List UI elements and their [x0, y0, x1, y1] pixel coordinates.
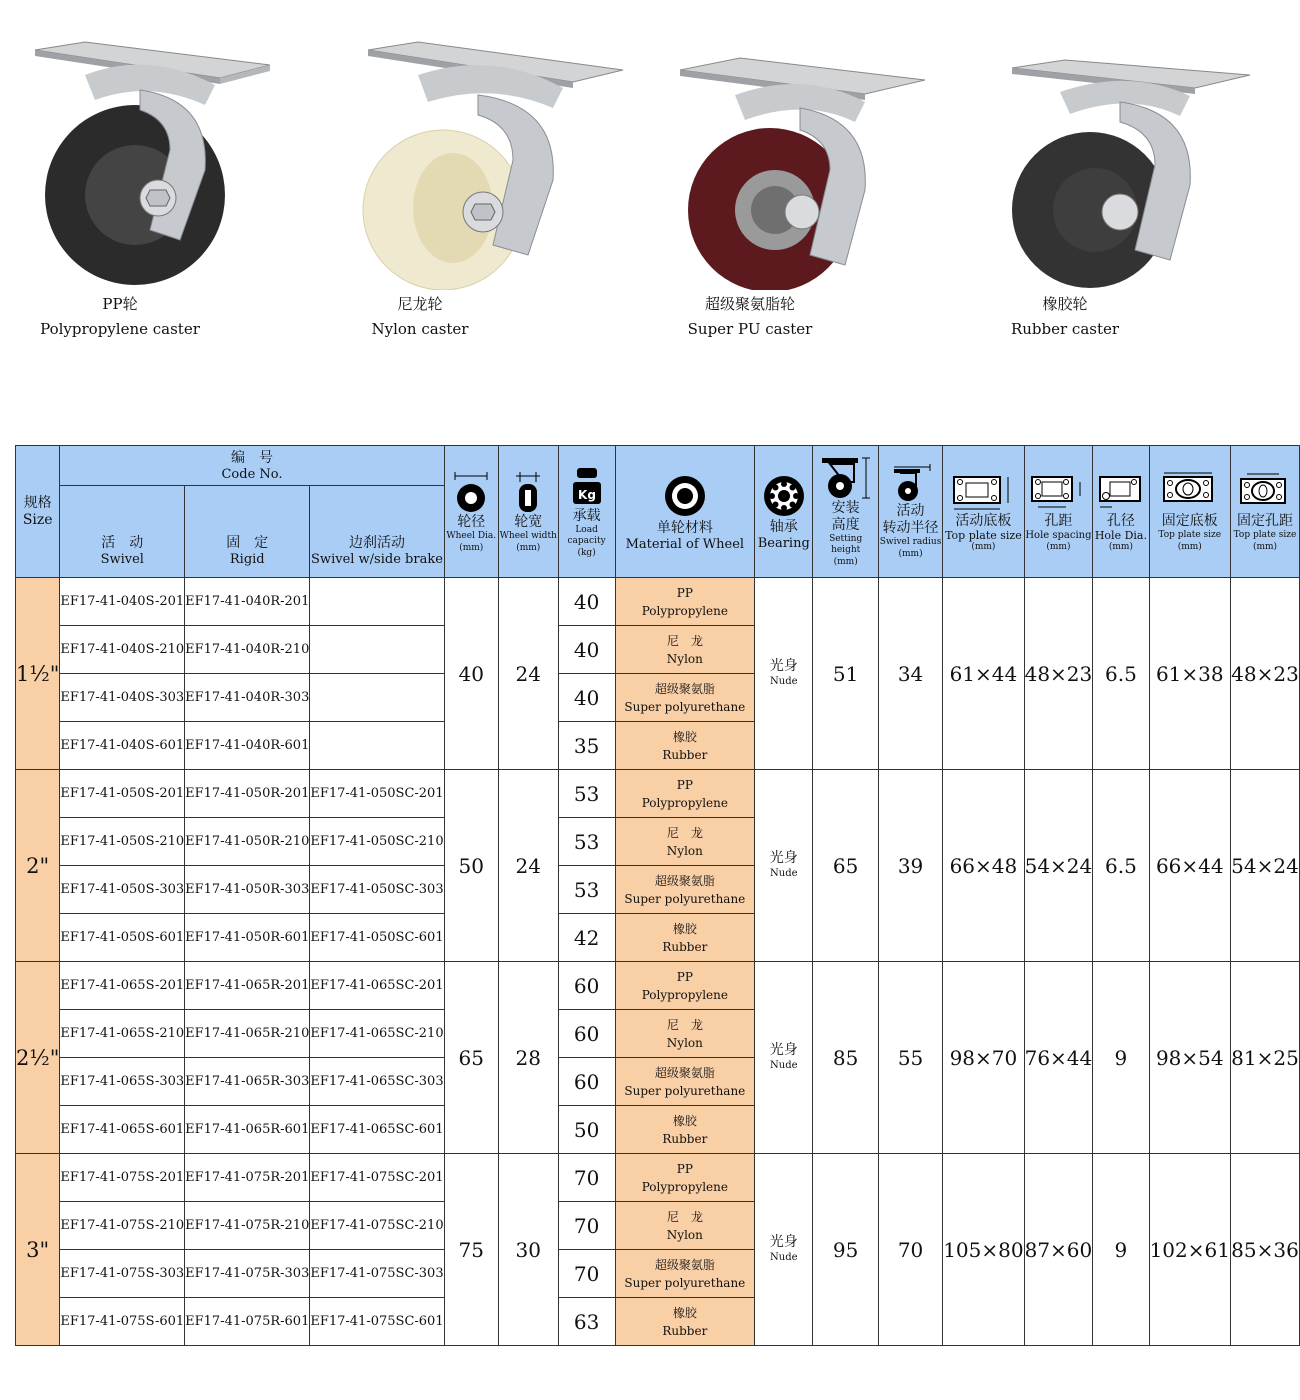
hole-header-cn: 孔径 [1106, 512, 1135, 529]
load-value: 40 [558, 674, 615, 722]
material-cell [615, 578, 755, 626]
plate-header-unit: (mm) [971, 541, 996, 552]
material-en: Rubber [662, 939, 708, 954]
caster-pu-caption [630, 292, 870, 342]
hole-spacing-value: 76×44 [1024, 962, 1093, 1154]
hole-header-en: Hole Dia. [1094, 528, 1147, 542]
width-header [498, 446, 558, 578]
height-header-unit: (mm) [833, 556, 858, 567]
material-header-cn: 单轮材料 [656, 519, 713, 536]
rigid-code: EF17-41-050R-601 [185, 914, 310, 962]
rigid-code: EF17-41-050R-210 [185, 818, 310, 866]
caster-rubber [1010, 30, 1270, 350]
material-cn: 尼 龙 [666, 1209, 703, 1224]
material-en: Rubber [662, 1131, 708, 1146]
material-cn: 尼 龙 [666, 633, 703, 648]
load-value: 53 [558, 818, 615, 866]
caster-nylon-en: Nylon caster [371, 320, 469, 338]
caster-pu [680, 30, 940, 350]
swivel-code: EF17-41-075S-303 [60, 1250, 185, 1298]
brake-code: EF17-41-050SC-601 [310, 914, 444, 962]
caster-nylon-caption [300, 292, 540, 342]
brake-header [310, 486, 444, 578]
load-value: 53 [558, 866, 615, 914]
rigid-plate-icon [1160, 471, 1220, 513]
rigid-spacing-icon [1237, 471, 1293, 513]
hole-header-unit: (mm) [1108, 541, 1133, 552]
caster-pp-caption [0, 292, 240, 342]
caster-pp-cn: PP轮 [102, 295, 138, 313]
material-en: Polypropylene [641, 987, 728, 1002]
load-header-unit: (kg) [577, 548, 596, 558]
wheel-width-icon [508, 470, 548, 514]
material-cell [615, 1250, 755, 1298]
material-en: Rubber [662, 1323, 708, 1338]
hole-spacing-value: 48×23 [1024, 578, 1093, 770]
wheel-dia-icon [451, 470, 491, 514]
radius-header-cn1: 活动 [896, 503, 925, 519]
bearing-icon [762, 473, 806, 519]
swivel-code: EF17-41-075S-201 [60, 1154, 185, 1202]
swivel-radius-value: 55 [878, 962, 942, 1154]
rspacing-header [1230, 446, 1299, 578]
svg-text:Kg: Kg [577, 488, 596, 502]
dia-header [444, 446, 498, 578]
wheel-width-value: 24 [498, 578, 558, 770]
load-value: 35 [558, 722, 615, 770]
radius-header [878, 446, 942, 578]
material-cell [615, 1202, 755, 1250]
bearing-cell [755, 578, 813, 770]
brake-code [310, 722, 444, 770]
bearing-cn: 光身 [769, 849, 798, 866]
rigid-code: EF17-41-040R-303 [185, 674, 310, 722]
material-cn: 橡胶 [672, 1113, 697, 1128]
bearing-cn: 光身 [769, 1233, 798, 1250]
setting-height-value: 65 [813, 770, 878, 962]
material-cn: 橡胶 [672, 1305, 697, 1320]
material-cn: 尼 龙 [666, 825, 703, 840]
rigid-code: EF17-41-065R-601 [185, 1106, 310, 1154]
rspacing-header-en: Top plate size [1233, 529, 1297, 540]
rigid-spacing-value: 48×23 [1230, 578, 1299, 770]
rigid-code: EF17-41-050R-303 [185, 866, 310, 914]
rigid-spacing-value: 81×25 [1230, 962, 1299, 1154]
caster-pu-cn: 超级聚氨脂轮 [704, 295, 795, 313]
height-header-cn2: 高度 [831, 516, 860, 533]
load-value: 63 [558, 1298, 615, 1346]
spec-table [15, 445, 1300, 1346]
load-value: 42 [558, 914, 615, 962]
swivel-header-cn: 活 动 [101, 535, 144, 551]
load-weight-icon [567, 464, 607, 508]
bearing-cn: 光身 [769, 1041, 798, 1058]
swivel-code: EF17-41-050S-210 [60, 818, 185, 866]
rplate-header [1149, 446, 1230, 578]
hole-dia-value: 6.5 [1093, 770, 1149, 962]
rigid-code: EF17-41-075R-210 [185, 1202, 310, 1250]
size-cell: 3" [16, 1154, 60, 1346]
material-cell [615, 1154, 755, 1202]
rigid-code: EF17-41-075R-601 [185, 1298, 310, 1346]
plate-header [943, 446, 1024, 578]
size-cell: 1½" [16, 578, 60, 770]
material-cell [615, 1058, 755, 1106]
bearing-cell [755, 770, 813, 962]
caster-rubber-caption [945, 292, 1185, 342]
dia-header-cn: 轮径 [457, 513, 486, 530]
swivel-code: EF17-41-040S-601 [60, 722, 185, 770]
hole-spacing-value: 87×60 [1024, 1154, 1093, 1346]
bearing-en: Nude [770, 1251, 798, 1263]
wheel-width-value: 30 [498, 1154, 558, 1346]
swivel-code: EF17-41-040S-303 [60, 674, 185, 722]
code-header-cn: 编 号 [230, 449, 273, 466]
rplate-header-en: Top plate size [1158, 529, 1222, 540]
top-plate-value: 61×44 [943, 578, 1024, 770]
material-en: Nylon [666, 1227, 703, 1242]
swivel-code: EF17-41-050S-201 [60, 770, 185, 818]
setting-height-value: 85 [813, 962, 878, 1154]
brake-code: EF17-41-075SC-201 [310, 1154, 444, 1202]
rigid-code: EF17-41-065R-201 [185, 962, 310, 1010]
radius-header-unit: (mm) [898, 549, 923, 559]
load-value: 40 [558, 626, 615, 674]
load-header [558, 446, 615, 578]
rigid-code: EF17-41-065R-303 [185, 1058, 310, 1106]
nylon-caster-image [358, 30, 628, 290]
brake-code: EF17-41-065SC-601 [310, 1106, 444, 1154]
caster-nylon [358, 30, 618, 350]
load-header-cn: 承载 [572, 508, 601, 524]
brake-code: EF17-41-050SC-210 [310, 818, 444, 866]
material-cell [615, 626, 755, 674]
material-cn: 超级聚氨脂 [654, 873, 715, 888]
brake-code [310, 578, 444, 626]
bearing-header [755, 446, 813, 578]
hole-spacing-value: 54×24 [1024, 770, 1093, 962]
material-cell [615, 770, 755, 818]
material-cell [615, 674, 755, 722]
material-cell [615, 866, 755, 914]
hole-dia-value: 6.5 [1093, 578, 1149, 770]
caster-rubber-cn: 橡胶轮 [1042, 295, 1088, 313]
bearing-cn: 光身 [769, 657, 798, 674]
material-cn: 橡胶 [672, 921, 697, 936]
width-header-cn: 轮宽 [514, 513, 543, 530]
bearing-en: Nude [770, 1059, 798, 1071]
material-cell [615, 1298, 755, 1346]
dia-header-en: Wheel Dia. [446, 530, 497, 541]
brake-code: EF17-41-065SC-201 [310, 962, 444, 1010]
rigid-code: EF17-41-050R-201 [185, 770, 310, 818]
material-cell [615, 1010, 755, 1058]
load-value: 70 [558, 1250, 615, 1298]
load-value: 50 [558, 1106, 615, 1154]
load-value: 40 [558, 578, 615, 626]
size-cell: 2" [16, 770, 60, 962]
rplate-header-unit: (mm) [1177, 541, 1202, 552]
rigid-code: EF17-41-075R-303 [185, 1250, 310, 1298]
swivel-code: EF17-41-065S-303 [60, 1058, 185, 1106]
bearing-en: Nude [770, 867, 798, 879]
swivel-code: EF17-41-050S-303 [60, 866, 185, 914]
spacing-header-en: Hole spacing [1025, 529, 1092, 541]
width-header-unit: (mm) [516, 542, 541, 553]
rigid-header-cn: 固 定 [226, 535, 269, 551]
swivel-code: EF17-41-040S-201 [60, 578, 185, 626]
material-header-en: Material of Wheel [625, 536, 745, 552]
brake-code: EF17-41-050SC-303 [310, 866, 444, 914]
load-value: 70 [558, 1154, 615, 1202]
brake-code: EF17-41-075SC-303 [310, 1250, 444, 1298]
brake-header-cn: 边刹活动 [348, 535, 405, 551]
rigid-code: EF17-41-065R-210 [185, 1010, 310, 1058]
plate-header-en: Top plate size [945, 528, 1022, 542]
spacing-header-cn: 孔距 [1044, 512, 1073, 529]
caster-rubber-en: Rubber caster [1010, 320, 1120, 338]
code-header [60, 446, 444, 486]
swivel-code: EF17-41-050S-601 [60, 914, 185, 962]
rplate-header-cn: 固定底板 [1161, 512, 1218, 529]
material-cn: 超级聚氨脂 [654, 681, 715, 696]
top-plate-icon [948, 471, 1018, 513]
material-cell [615, 818, 755, 866]
radius-header-en: Swivel radius [879, 537, 942, 547]
spec-table-body [16, 578, 1300, 1346]
rubber-caster-image [1010, 30, 1260, 290]
table-row [16, 770, 1300, 818]
material-cell [615, 1106, 755, 1154]
material-en: Nylon [666, 843, 703, 858]
hole-dia-value: 9 [1093, 1154, 1149, 1346]
caster-gallery [0, 0, 1300, 350]
rigid-plate-value: 102×61 [1149, 1154, 1230, 1346]
load-value: 60 [558, 962, 615, 1010]
height-header-cn1: 安装 [831, 499, 860, 516]
height-header [813, 446, 878, 578]
rigid-code: EF17-41-075R-201 [185, 1154, 310, 1202]
wheel-dia-value: 40 [444, 578, 498, 770]
table-row [16, 578, 1300, 626]
material-cn: 尼 龙 [666, 1017, 703, 1032]
plate-header-cn: 活动底板 [955, 512, 1012, 529]
load-value: 53 [558, 770, 615, 818]
hole-spacing-icon [1028, 471, 1088, 513]
material-cn: PP [676, 1161, 693, 1176]
wheel-width-value: 28 [498, 962, 558, 1154]
load-header-en: Load capacity [567, 525, 606, 546]
swivel-header [60, 486, 185, 578]
material-cn: PP [676, 585, 693, 600]
code-header-en: Code No. [221, 466, 283, 482]
wheel-material-icon [662, 472, 708, 520]
swivel-radius-value: 34 [878, 578, 942, 770]
material-cn: 超级聚氨脂 [654, 1257, 715, 1272]
material-cell [615, 962, 755, 1010]
material-cell [615, 722, 755, 770]
material-en: Rubber [662, 747, 708, 762]
material-en: Polypropylene [641, 1179, 728, 1194]
table-row [16, 962, 1300, 1010]
rigid-plate-value: 66×44 [1149, 770, 1230, 962]
material-en: Polypropylene [641, 795, 728, 810]
bearing-header-cn: 轴承 [769, 518, 798, 535]
setting-height-value: 51 [813, 578, 878, 770]
brake-header-en: Swivel w/side brake [311, 552, 443, 567]
caster-pp-en: Polypropylene caster [40, 320, 200, 338]
material-cn: 橡胶 [672, 729, 697, 744]
size-header [16, 446, 60, 578]
material-en: Polypropylene [641, 603, 728, 618]
material-en: Nylon [666, 1035, 703, 1050]
brake-code [310, 674, 444, 722]
caster-nylon-cn: 尼龙轮 [397, 295, 443, 313]
swivel-code: EF17-41-075S-210 [60, 1202, 185, 1250]
material-cn: PP [676, 969, 693, 984]
spacing-header-unit: (mm) [1046, 541, 1071, 552]
material-en: Super polyurethane [624, 1083, 746, 1098]
load-value: 60 [558, 1010, 615, 1058]
brake-code: EF17-41-065SC-210 [310, 1010, 444, 1058]
caster-pu-en: Super PU caster [687, 320, 813, 338]
bearing-cell [755, 962, 813, 1154]
rspacing-header-unit: (mm) [1252, 541, 1278, 552]
material-en: Super polyurethane [624, 891, 746, 906]
bearing-en: Nude [770, 675, 798, 687]
setting-height-icon [820, 456, 872, 500]
caster-pp [30, 30, 290, 350]
rigid-plate-value: 61×38 [1149, 578, 1230, 770]
swivel-radius-value: 70 [878, 1154, 942, 1346]
spacing-header [1024, 446, 1093, 578]
swivel-header-en: Swivel [100, 552, 144, 567]
top-plate-value: 105×80 [943, 1154, 1024, 1346]
top-plate-value: 66×48 [943, 770, 1024, 962]
rigid-plate-value: 98×54 [1149, 962, 1230, 1154]
load-value: 70 [558, 1202, 615, 1250]
swivel-code: EF17-41-065S-601 [60, 1106, 185, 1154]
hole-dia-icon [1096, 471, 1146, 513]
rigid-spacing-value: 85×36 [1230, 1154, 1299, 1346]
table-row [16, 1154, 1300, 1202]
hole-header [1093, 446, 1149, 578]
material-en: Nylon [666, 651, 703, 666]
pp-caster-image [30, 30, 280, 290]
bearing-cell [755, 1154, 813, 1346]
rigid-header [185, 486, 310, 578]
swivel-radius-icon [886, 463, 936, 503]
brake-code: EF17-41-075SC-601 [310, 1298, 444, 1346]
rigid-header-en: Rigid [229, 552, 265, 567]
pu-caster-image [680, 30, 940, 290]
load-value: 60 [558, 1058, 615, 1106]
rigid-code: EF17-41-040R-210 [185, 626, 310, 674]
rigid-spacing-value: 54×24 [1230, 770, 1299, 962]
material-cn: PP [676, 777, 693, 792]
brake-code [310, 626, 444, 674]
radius-header-cn2: 转动半径 [882, 520, 939, 536]
size-header-en: Size [22, 511, 53, 528]
bearing-header-en: Bearing [757, 535, 810, 551]
size-cell: 2½" [16, 962, 60, 1154]
top-plate-value: 98×70 [943, 962, 1024, 1154]
material-en: Super polyurethane [624, 1275, 746, 1290]
rspacing-header-cn: 固定孔距 [1236, 512, 1293, 529]
material-cell [615, 914, 755, 962]
material-en: Super polyurethane [624, 699, 746, 714]
swivel-code: EF17-41-065S-201 [60, 962, 185, 1010]
rigid-code: EF17-41-040R-201 [185, 578, 310, 626]
wheel-width-value: 24 [498, 770, 558, 962]
wheel-dia-value: 50 [444, 770, 498, 962]
wheel-dia-value: 65 [444, 962, 498, 1154]
swivel-code: EF17-41-040S-210 [60, 626, 185, 674]
brake-code: EF17-41-065SC-303 [310, 1058, 444, 1106]
material-cn: 超级聚氨脂 [654, 1065, 715, 1080]
height-header-en: Setting height [829, 533, 863, 555]
width-header-en: Wheel width [499, 530, 557, 541]
swivel-code: EF17-41-075S-601 [60, 1298, 185, 1346]
rigid-code: EF17-41-040R-601 [185, 722, 310, 770]
brake-code: EF17-41-050SC-201 [310, 770, 444, 818]
hole-dia-value: 9 [1093, 962, 1149, 1154]
swivel-radius-value: 39 [878, 770, 942, 962]
brake-code: EF17-41-075SC-210 [310, 1202, 444, 1250]
dia-header-unit: (mm) [459, 542, 484, 553]
wheel-dia-value: 75 [444, 1154, 498, 1346]
material-header [615, 446, 755, 578]
setting-height-value: 95 [813, 1154, 878, 1346]
swivel-code: EF17-41-065S-210 [60, 1010, 185, 1058]
size-header-cn: 规格 [23, 494, 52, 511]
